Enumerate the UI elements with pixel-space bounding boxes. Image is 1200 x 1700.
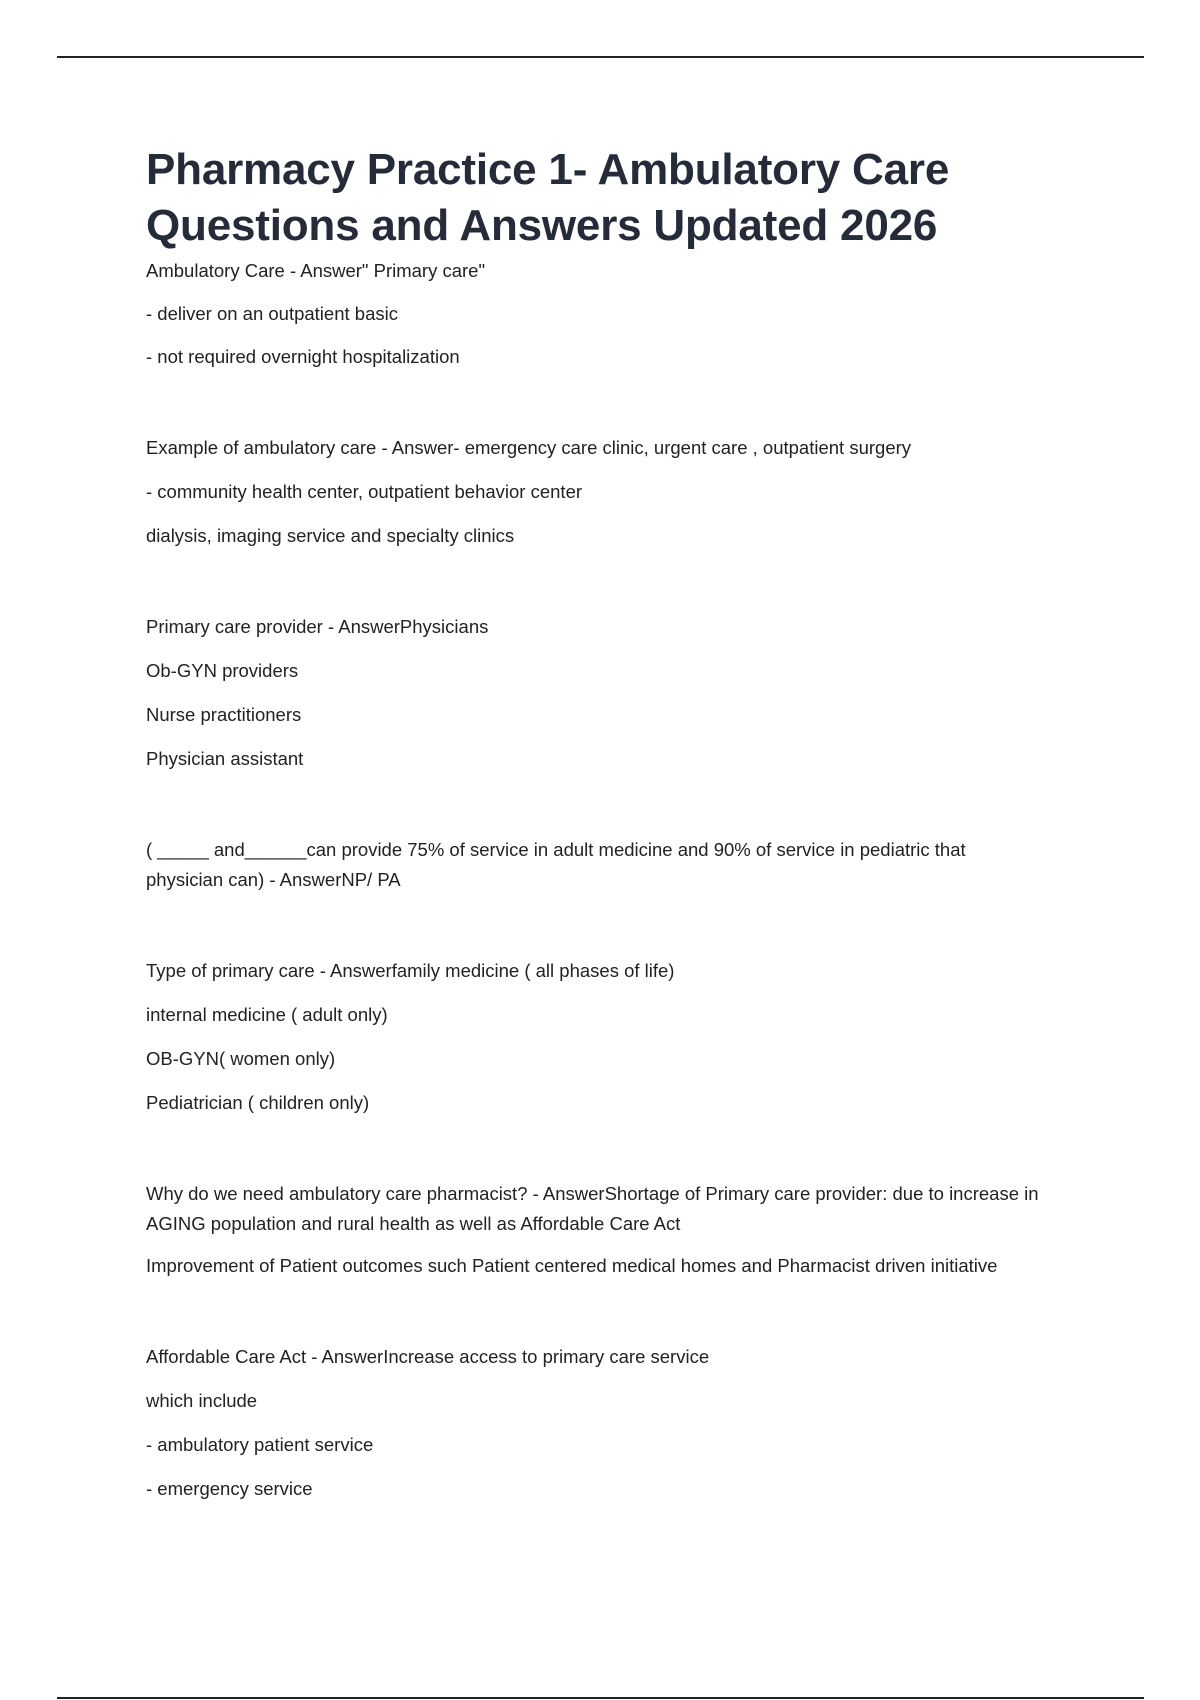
qa-line: which include — [146, 1390, 258, 1411]
qa-line: Ambulatory Care - Answer" Primary care" — [146, 260, 486, 281]
qa-line: - emergency service — [146, 1478, 313, 1499]
qa-item — [146, 612, 1046, 774]
qa-item — [146, 256, 1046, 372]
qa-line: dialysis, imaging service and specialty clinics — [146, 525, 515, 546]
qa-line: Example of ambulatory care - Answer- emergency care clinic, urgent care , outpatient surgery — [146, 437, 912, 458]
qa-line: - ambulatory patient service — [146, 1434, 374, 1455]
qa-line: Type of primary care - Answerfamily medicine ( all phases of life) — [146, 960, 675, 981]
qa-line: internal medicine ( adult only) — [146, 1004, 388, 1025]
document-body — [146, 142, 1046, 1519]
qa-line: - not required overnight hospitalization — [146, 346, 460, 367]
qa-line: Ob-GYN providers — [146, 660, 299, 681]
document-title — [146, 142, 1046, 254]
qa-line: - community health center, outpatient behavior center — [146, 481, 583, 502]
bottom-rule — [57, 1697, 1144, 1699]
qa-line: Improvement of Patient outcomes such Patient centered medical homes and Pharmacist driven initiative — [146, 1255, 998, 1276]
qa-item — [146, 433, 1046, 551]
qa-line: Primary care provider - AnswerPhysicians — [146, 616, 489, 637]
qa-item — [146, 835, 1046, 895]
title-line-2: Questions and Answers Updated 2026 — [146, 201, 938, 250]
title-line-1: Pharmacy Practice 1- Ambulatory Care — [146, 145, 950, 194]
qa-line: Physician assistant — [146, 748, 304, 769]
qa-line: ( _____ and______can provide 75% of service in adult medicine and 90% of service in pediatric that physician can) - AnswerNP/ PA — [146, 839, 966, 890]
qa-line: Why do we need ambulatory care pharmacist? - AnswerShortage of Primary care provider: due to increase in AGING population and rural health as well as Affordable Care Act — [146, 1183, 1039, 1234]
top-rule — [57, 56, 1144, 58]
qa-line: Affordable Care Act - AnswerIncrease access to primary care service — [146, 1346, 710, 1367]
qa-line: Pediatrician ( children only) — [146, 1092, 370, 1113]
qa-item — [146, 1342, 1046, 1504]
qa-line: - deliver on an outpatient basic — [146, 303, 398, 324]
qa-line: Nurse practitioners — [146, 704, 302, 725]
qa-item — [146, 956, 1046, 1118]
qa-line: OB-GYN( women only) — [146, 1048, 336, 1069]
qa-item — [146, 1179, 1046, 1281]
